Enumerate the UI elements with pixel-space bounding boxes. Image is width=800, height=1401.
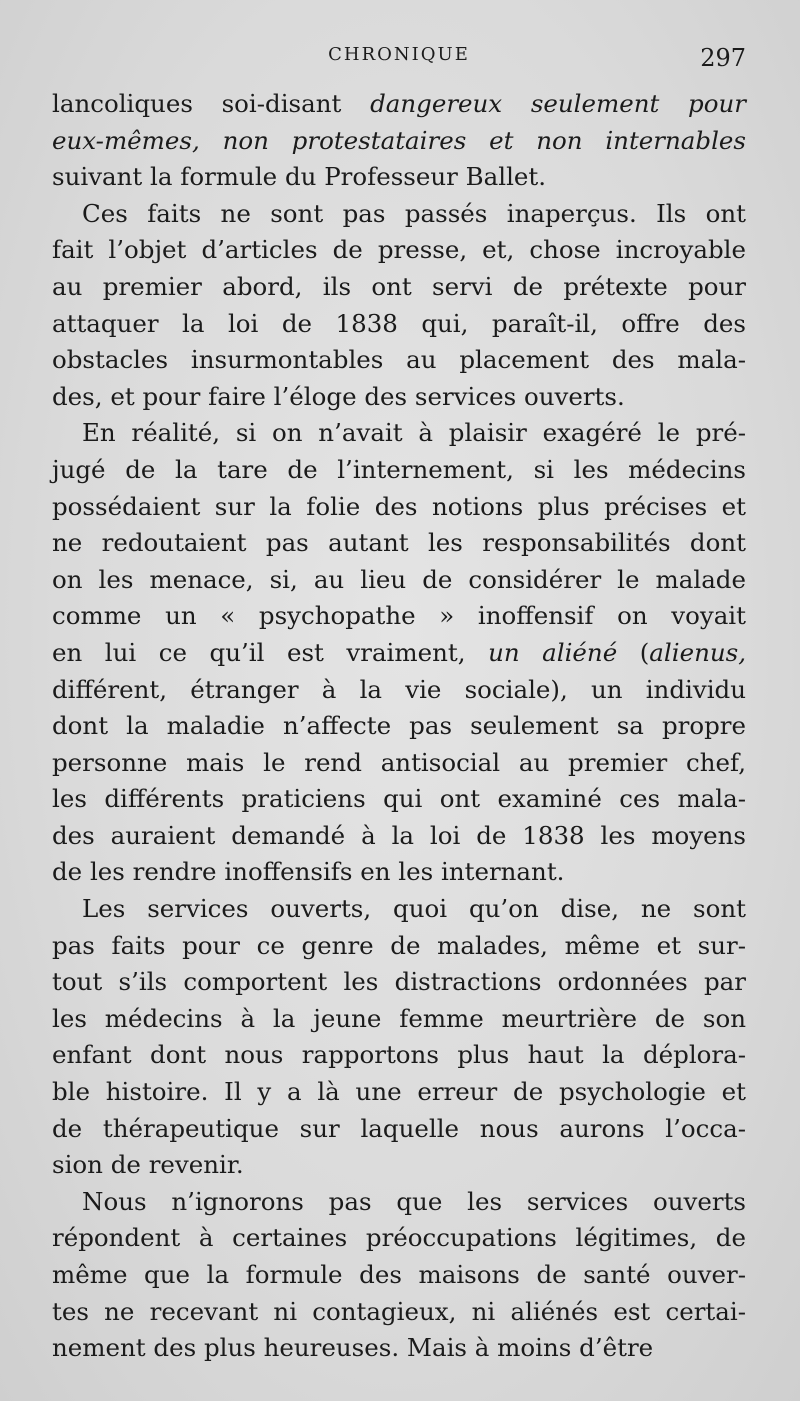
text-line: enfant dont nous rapportons plus haut la déplora- (52, 1040, 746, 1070)
paragraph (52, 415, 746, 891)
paragraph (52, 86, 746, 196)
text-line: sion de revenir. (52, 1150, 244, 1180)
italic-text: alienus, (649, 637, 746, 667)
text-line: Les services ouverts, quoi qu’on dise, ne sont (82, 894, 746, 924)
text-line: en lui ce qu’il est vraiment, un aliéné (alienus, (52, 637, 746, 667)
running-head (52, 44, 746, 74)
text-line: ble histoire. Il y a là une erreur de psychologie et (52, 1077, 746, 1107)
body-text (52, 86, 746, 1367)
text-line: même que la formule des maisons de santé ouver- (52, 1260, 746, 1289)
text-line: tout s’ils comportent les distractions ordonnées par (52, 967, 746, 997)
paragraph (52, 196, 746, 416)
text-line: ne redoutaient pas autant les responsabilités dont (52, 528, 746, 558)
italic-text: dangereux seulement pour (370, 89, 746, 118)
text-line: répondent à certaines préoccupations légitimes, de (52, 1223, 746, 1253)
text-line: En réalité, si on n’avait à plaisir exagéré le pré- (82, 418, 746, 448)
text-line: attaquer la loi de 1838 qui, paraît-il, offre des (52, 308, 746, 338)
text-line: de les rendre inoffensifs en les internant. (52, 857, 565, 887)
italic-text: un aliéné (488, 637, 618, 667)
text-line: Ces faits ne sont pas passés inaperçus. Ils ont (82, 198, 746, 228)
running-title: CHRONIQUE (328, 44, 470, 65)
text-line: obstacles insurmontables au placement des mala- (52, 345, 746, 375)
text-line: nement des plus heureuses. Mais à moins d’être (52, 1333, 654, 1363)
text-line: différent, étranger à la vie sociale), un individu (52, 674, 746, 704)
text-line: Nous n’ignorons pas que les services ouverts (82, 1186, 746, 1216)
text-line (52, 123, 746, 160)
italic-text: eux-mêmes, non protestataires et non internables (52, 125, 746, 155)
text-line: personne mais le rend antisocial au premier chef, (52, 747, 746, 777)
text-line: lancoliques soi-disant dangereux seulement pour (52, 89, 746, 118)
text-line: jugé de la tare de l’internement, si les médecins (52, 454, 746, 484)
paragraph (52, 1184, 746, 1367)
text-line: de thérapeutique sur laquelle nous aurons l’occa- (52, 1113, 746, 1143)
text-line: possédaient sur la folie des notions plus précises et (52, 491, 746, 521)
text-line: des, et pour faire l’éloge des services ouverts. (52, 381, 625, 411)
text-line: les différents praticiens qui ont examiné ces mala- (52, 784, 746, 814)
text-line: fait l’objet d’articles de presse, et, chose incroyable (52, 235, 746, 265)
text-line: des auraient demandé à la loi de 1838 les moyens (52, 820, 746, 850)
text-line: suivant la formule du Professeur Ballet. (52, 162, 547, 192)
page-number: 297 (700, 44, 746, 72)
text-line: on les menace, si, au lieu de considérer le malade (52, 564, 746, 594)
text-line: pas faits pour ce genre de malades, même et sur- (52, 930, 746, 960)
text-line: dont la maladie n’affecte pas seulement sa propre (52, 711, 746, 741)
text-line: comme un « psychopathe » inoffensif on voyait (52, 601, 746, 631)
paragraph (52, 891, 746, 1184)
text-line: les médecins à la jeune femme meurtrière de son (52, 1003, 746, 1033)
text-line: au premier abord, ils ont servi de prétexte pour (52, 271, 746, 301)
text-line: tes ne recevant ni contagieux, ni aliénés est certai- (52, 1296, 746, 1326)
